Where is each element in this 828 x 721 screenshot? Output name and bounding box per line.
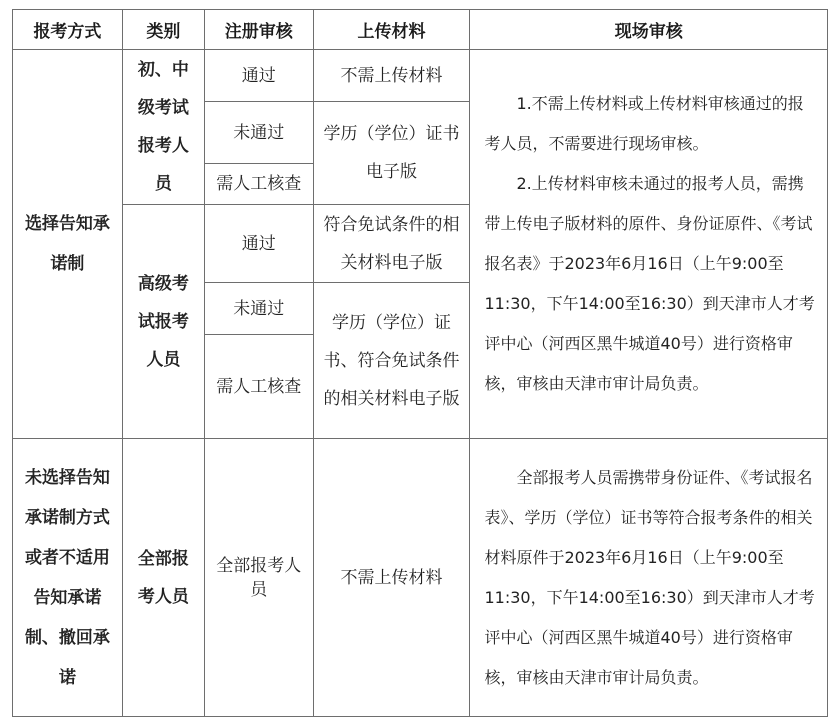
senior-upload-fail: 学历（学位）证书、符合免试条件的相关材料电子版	[313, 283, 470, 439]
category-junior-middle: 初、中级考试报考人员	[122, 50, 204, 205]
table-row	[13, 439, 828, 717]
all-upload: 不需上传材料	[313, 439, 470, 717]
junior-upload-pass: 不需上传材料	[313, 50, 470, 102]
junior-upload-fail: 学历（学位）证书电子版	[313, 102, 470, 205]
onsite-review-commitment	[470, 50, 828, 439]
category-all: 全部报考人员	[122, 439, 204, 717]
onsite-item-all: 全部报考人员需携带身份证件、《考试报名表》、学历（学位）证书等符合报考条件的相关材料原件于2023年6月16日（上午9:00至11:30，下午14:00至16:30）到天津市人才考评中心（河西区黑牛城道40号）进行资格审核，审核由天津市审计局负责。	[484, 467, 815, 687]
header-onsite-review: 现场审核	[470, 10, 828, 50]
registration-review-table	[12, 9, 828, 717]
senior-upload-pass: 符合免试条件的相关材料电子版	[313, 205, 470, 283]
header-registration-review: 注册审核	[204, 10, 313, 50]
onsite-item-1: 1.不需上传材料或上传材料审核通过的报考人员，不需要进行现场审核。	[484, 94, 804, 153]
junior-review-fail: 未通过	[204, 102, 313, 164]
junior-review-pass: 通过	[204, 50, 313, 102]
junior-review-manual: 需人工核查	[204, 164, 313, 205]
onsite-review-all	[470, 439, 828, 717]
method-no-commitment: 未选择告知承诺制方式或者不适用告知承诺制、撤回承诺	[13, 439, 123, 717]
senior-review-pass: 通过	[204, 205, 313, 283]
senior-review-manual: 需人工核查	[204, 335, 313, 439]
header-category: 类别	[122, 10, 204, 50]
table-row	[13, 50, 828, 102]
method-commitment: 选择告知承诺制	[13, 50, 123, 439]
header-upload-materials: 上传材料	[313, 10, 470, 50]
senior-review-fail: 未通过	[204, 283, 313, 335]
category-senior: 高级考试报考人员	[122, 205, 204, 439]
header-row	[13, 10, 828, 50]
all-review: 全部报考人员	[204, 439, 313, 717]
onsite-item-2: 2.上传材料审核未通过的报考人员，需携带上传电子版材料的原件、身份证原件、《考试报名表》于2023年6月16日（上午9:00至11:30，下午14:00至16:30）到天津市人才考评中心（河西区黑牛城道40号）进行资格审核，审核由天津市审计局负责。	[484, 174, 815, 393]
header-method: 报考方式	[13, 10, 123, 50]
